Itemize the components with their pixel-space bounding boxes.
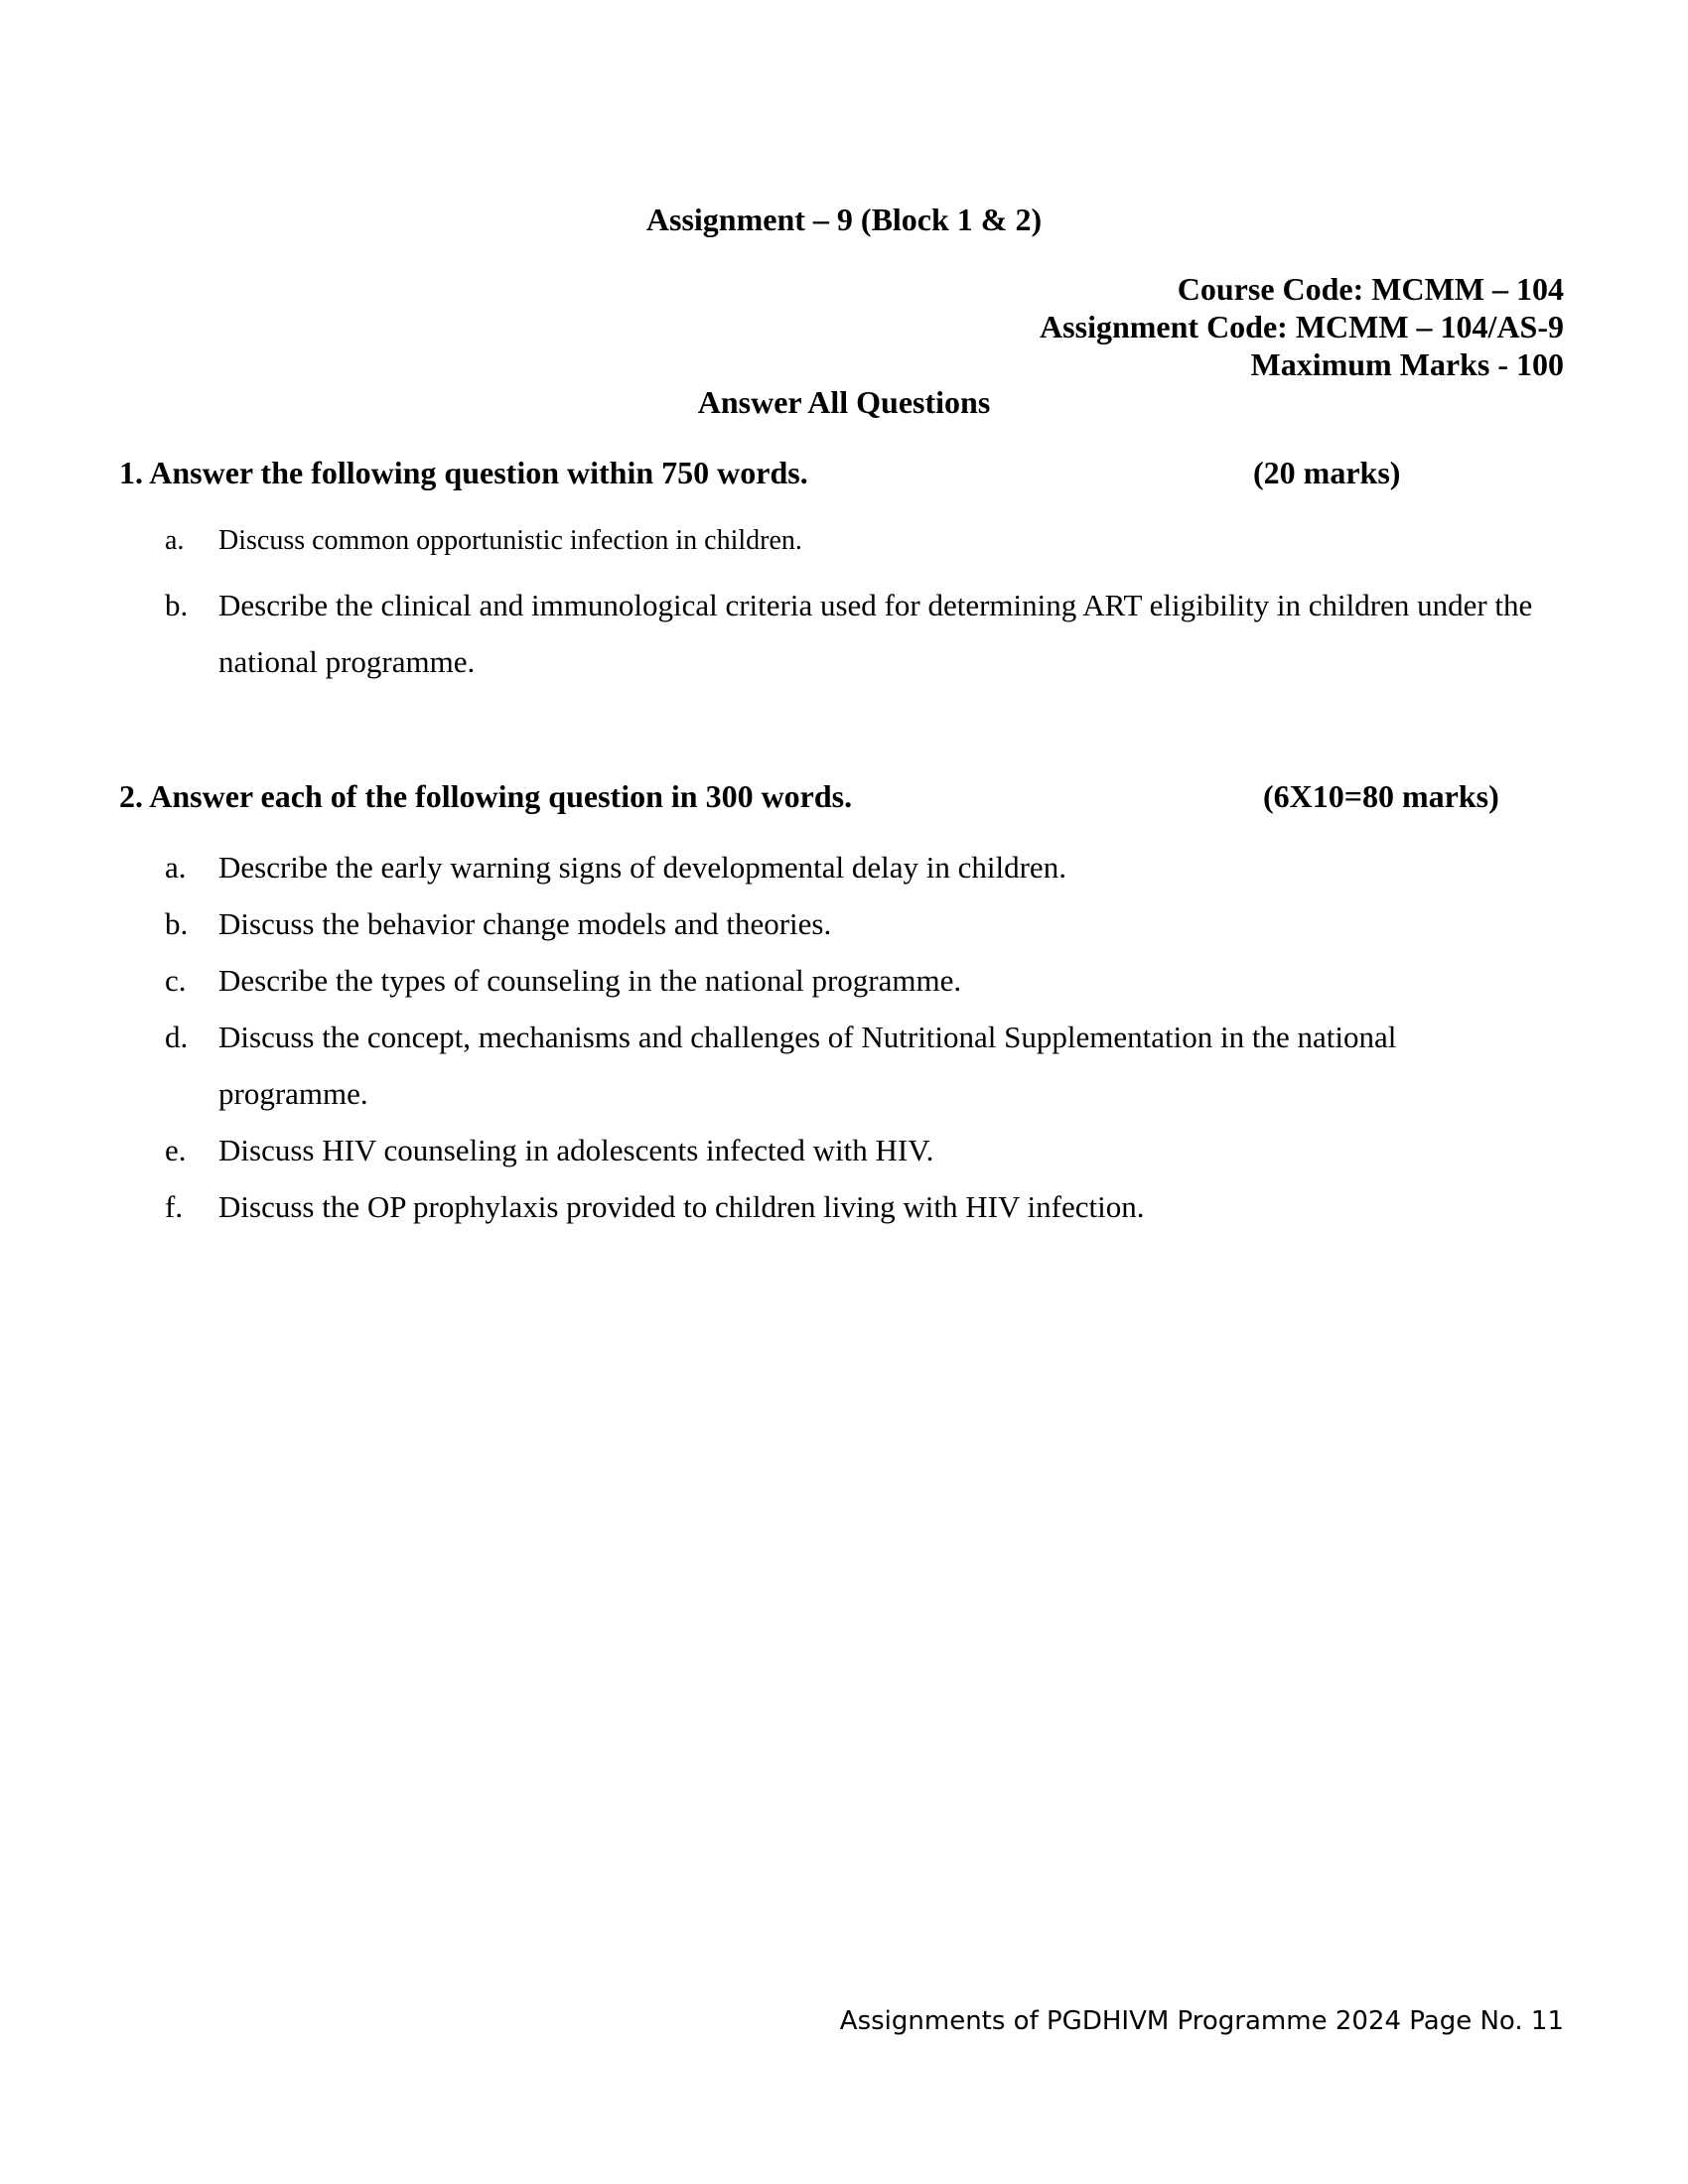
question-letter: a. <box>165 525 185 556</box>
maximum-marks: Maximum Marks - 100 <box>1250 346 1564 382</box>
question-text: Discuss HIV counseling in adolescents infected with HIV. <box>218 1133 934 1167</box>
question-text: Describe the clinical and immunological criteria used for determining ART eligibility in children under the national programme. <box>218 588 1533 679</box>
question-2e <box>165 1122 1505 1178</box>
section-1-questions <box>165 521 1535 690</box>
assignment-title: Assignment – 9 (Block 1 & 2) <box>645 202 1043 237</box>
question-letter: f. <box>165 1189 184 1224</box>
question-letter: b. <box>165 588 189 622</box>
question-letter: b. <box>165 906 189 941</box>
section-2-heading: 2. Answer each of the following question in 300 words. <box>119 778 853 814</box>
assignment-code: Assignment Code: MCMM – 104/AS-9 <box>1040 309 1564 344</box>
question-2a <box>165 839 1505 895</box>
assignment-meta <box>1040 270 1564 383</box>
instruction: Answer All Questions <box>697 384 991 420</box>
question-text: Discuss the behavior change models and theories. <box>218 906 832 941</box>
question-1b <box>165 577 1535 690</box>
question-letter: e. <box>165 1133 187 1167</box>
question-2f <box>165 1178 1505 1235</box>
question-letter: a. <box>165 850 187 885</box>
course-code: Course Code: MCMM – 104 <box>1177 271 1564 307</box>
page-footer: Assignments of PGDHIVM Programme 2024 Page No. 11 <box>839 2006 1564 2036</box>
question-text: Discuss the OP prophylaxis provided to children living with HIV infection. <box>218 1189 1145 1224</box>
question-text: Describe the types of counseling in the national programme. <box>218 963 962 998</box>
question-letter: d. <box>165 1020 189 1054</box>
question-2b <box>165 895 1505 952</box>
section-1-marks: (20 marks) <box>1253 455 1401 490</box>
question-2c <box>165 952 1505 1009</box>
question-2d <box>165 1009 1505 1122</box>
question-text: Discuss the concept, mechanisms and challenges of Nutritional Supplementation in the national programme. <box>218 1020 1397 1111</box>
question-text: Discuss common opportunistic infection in children. <box>218 525 802 556</box>
question-1a <box>165 521 1535 561</box>
section-2-questions <box>165 839 1505 1235</box>
question-letter: c. <box>165 963 187 998</box>
section-1-heading: 1. Answer the following question within 750 words. <box>119 455 808 490</box>
question-text: Describe the early warning signs of developmental delay in children. <box>218 850 1066 885</box>
section-2-marks: (6X10=80 marks) <box>1263 778 1499 814</box>
